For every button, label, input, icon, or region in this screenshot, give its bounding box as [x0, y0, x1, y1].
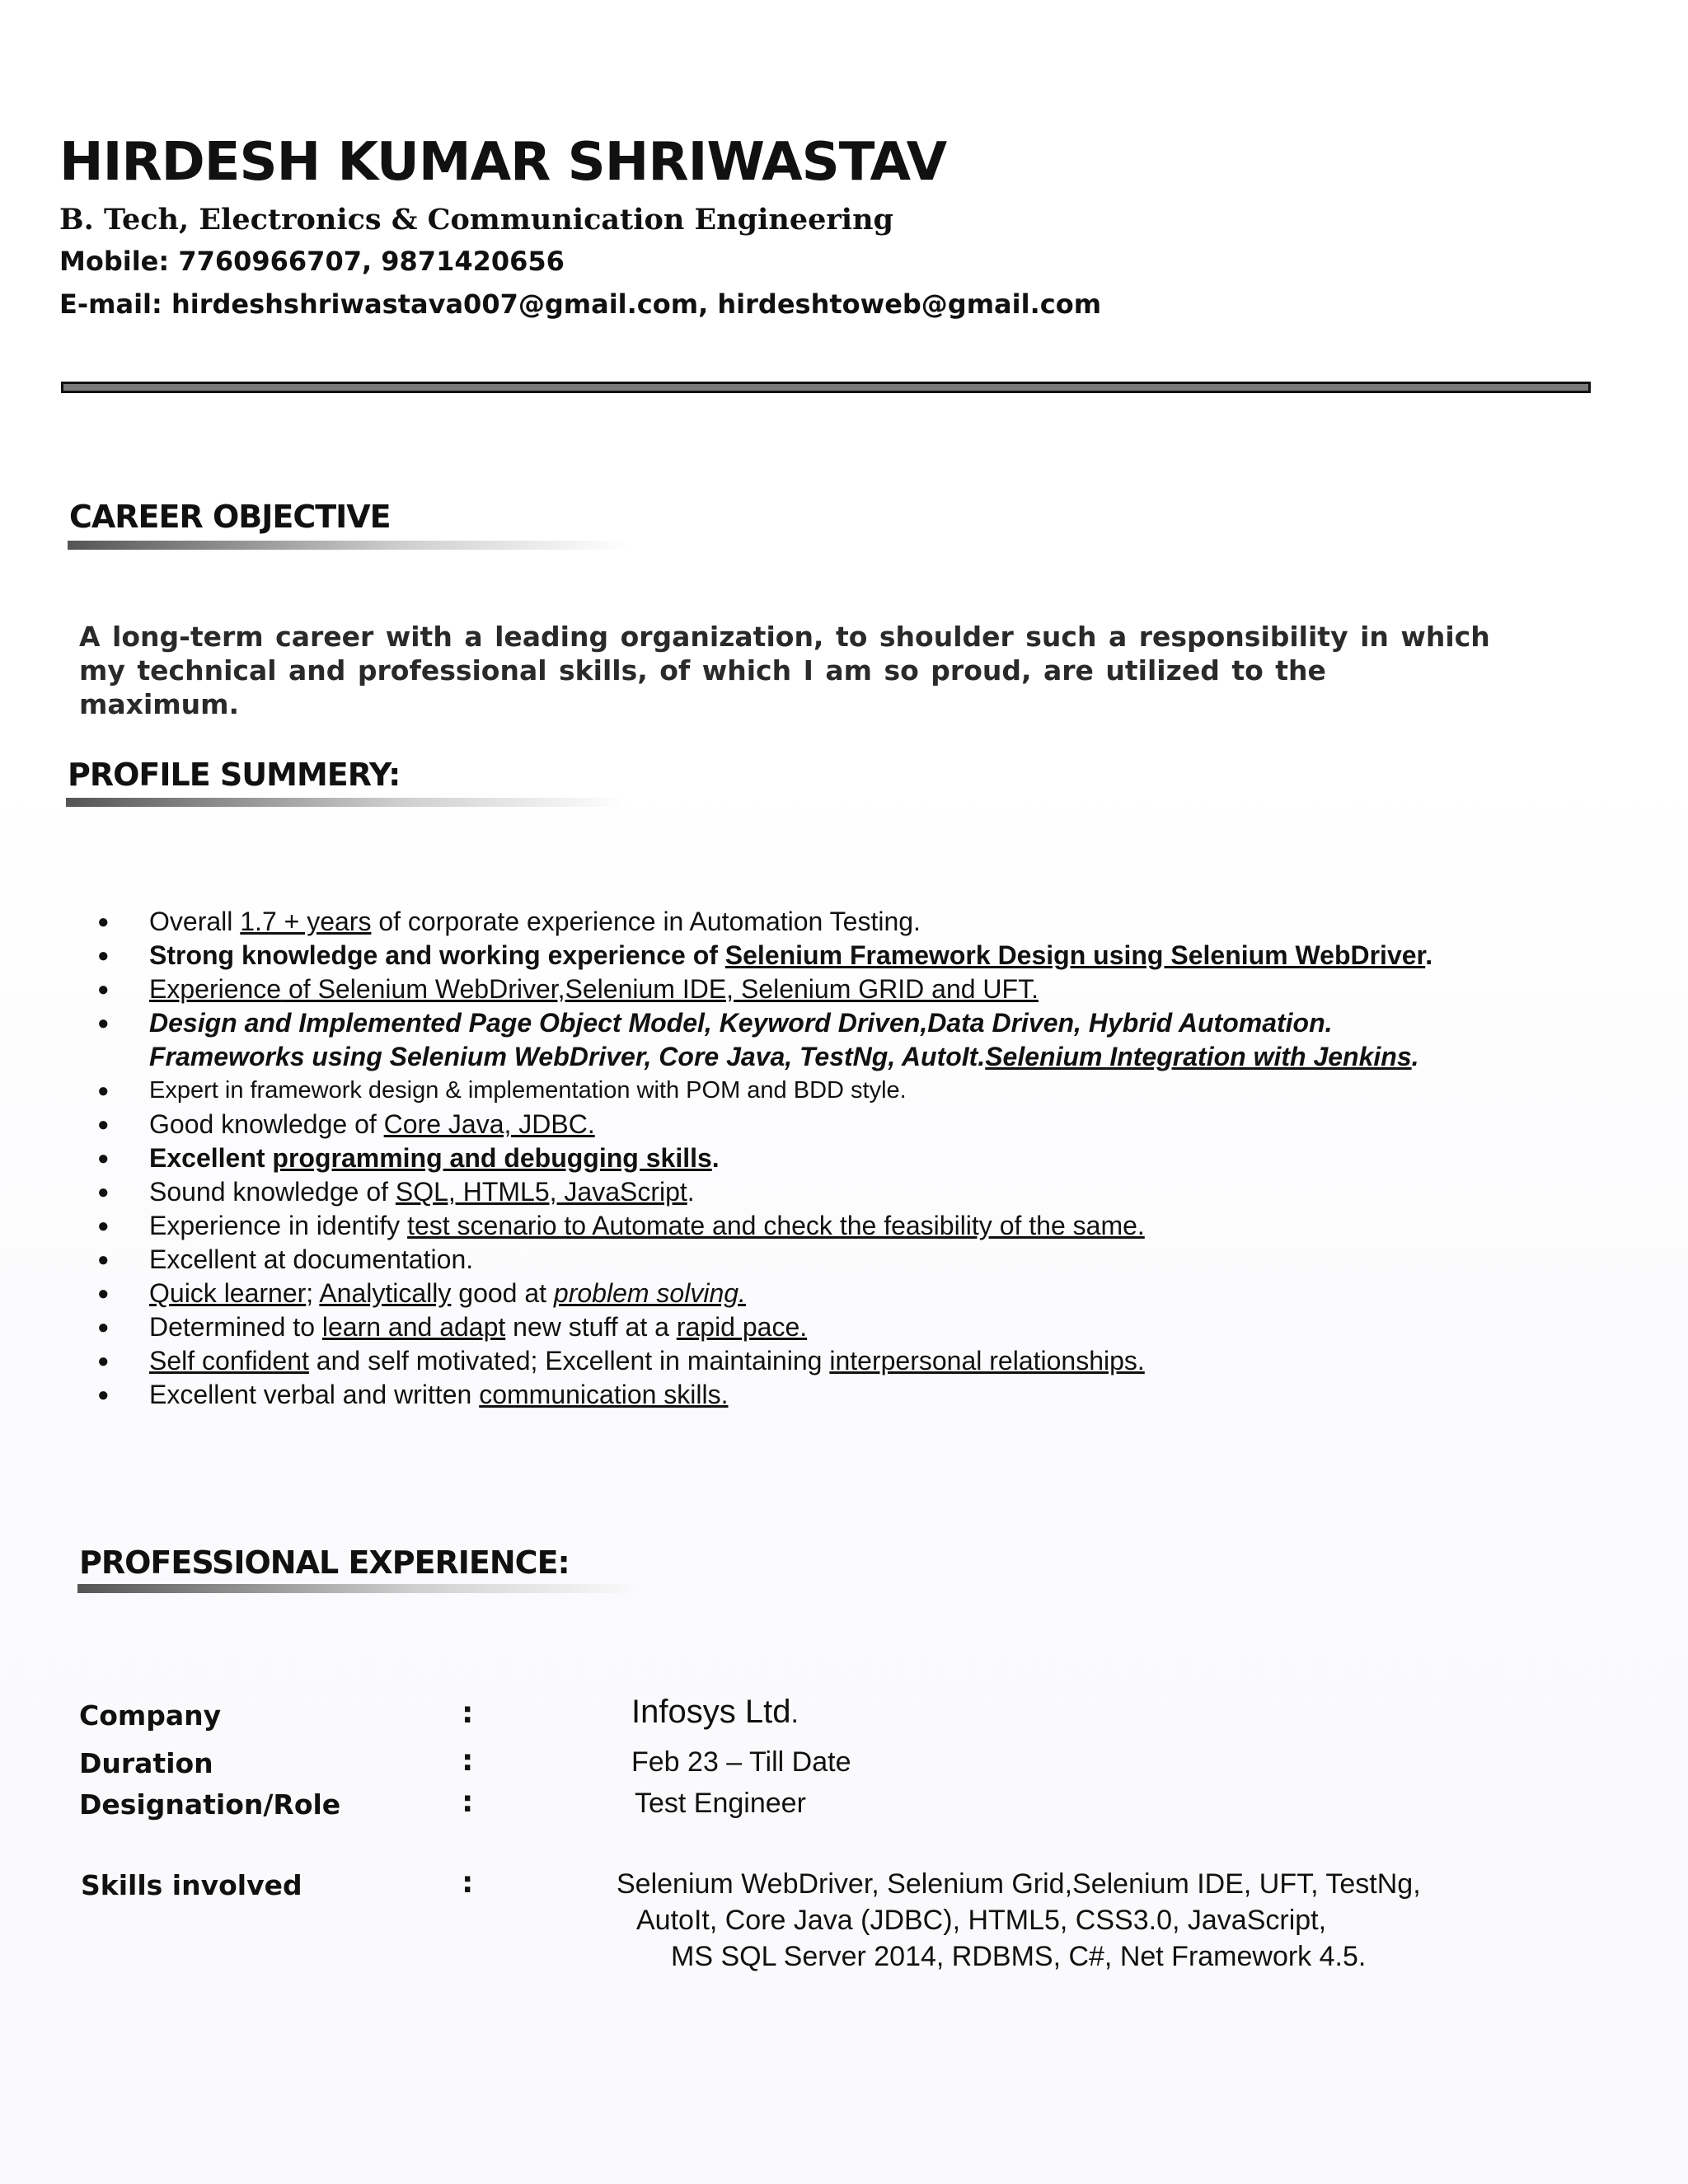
- duration-colon: :: [462, 1744, 474, 1778]
- bullet-icon: ●: [97, 1012, 110, 1034]
- list-item: ● Self confident and self motivated; Excellent in maintaining interpersonal relationships.: [97, 1344, 1449, 1378]
- bullet-icon: ●: [97, 1215, 110, 1237]
- bullet-icon: ●: [97, 1282, 110, 1305]
- profile-summary-title: PROFILE SUMMERY:: [68, 757, 401, 793]
- list-item: ● Good knowledge of Core Java, JDBC.: [97, 1108, 1449, 1141]
- list-item: ● Experience in identify test scenario to Automate and check the feasibility of the same.: [97, 1209, 1449, 1243]
- list-item: ● Excellent at documentation.: [97, 1243, 1449, 1277]
- company-value: Infosys Ltd.: [631, 1694, 799, 1730]
- list-item: ● Sound knowledge of SQL, HTML5, JavaScript.: [97, 1175, 1449, 1209]
- degree: B. Tech, Electronics & Communication Engineering: [59, 203, 894, 237]
- bullet-icon: ●: [97, 911, 110, 933]
- bullet-icon: ●: [97, 1113, 110, 1136]
- bullet-icon: ●: [97, 1350, 110, 1372]
- bullet-icon: ●: [97, 978, 110, 1001]
- skills-line: AutoIt, Core Java (JDBC), HTML5, CSS3.0, JavaScript,: [636, 1905, 1327, 1936]
- bullet-icon: ●: [97, 1147, 110, 1169]
- professional-experience-underline: [77, 1584, 638, 1593]
- role-label: Designation/Role: [79, 1788, 341, 1821]
- skills-label: Skills involved: [81, 1869, 302, 1901]
- career-objective-underline: [68, 541, 628, 550]
- duration-value: Feb 23 – Till Date: [631, 1746, 851, 1778]
- skills-line: MS SQL Server 2014, RDBMS, C#, Net Framework 4.5.: [671, 1941, 1367, 1972]
- role-colon: :: [462, 1785, 474, 1819]
- company-colon: :: [462, 1696, 474, 1730]
- bullet-icon: ●: [97, 1249, 110, 1271]
- list-item: ● Expert in framework design & implementation with POM and BDD style.: [97, 1074, 1449, 1108]
- bullet-icon: ●: [97, 1384, 110, 1406]
- list-item: ● Overall 1.7 + years of corporate experience in Automation Testing.: [97, 905, 1449, 939]
- bullet-icon: ●: [97, 1181, 110, 1203]
- career-objective-title: CAREER OBJECTIVE: [69, 499, 391, 535]
- skills-colon: :: [462, 1866, 474, 1900]
- email-addresses: E-mail: hirdeshshriwastava007@gmail.com, hirdeshtoweb@gmail.com: [59, 288, 1102, 320]
- mobile-numbers: Mobile: 7760966707, 9871420656: [59, 246, 565, 277]
- list-item: ● Determined to learn and adapt new stuff at a rapid pace.: [97, 1310, 1449, 1344]
- list-item: ● Excellent programming and debugging skills.: [97, 1141, 1449, 1175]
- list-item: ● Strong knowledge and working experience of Selenium Framework Design using Selenium WebDriver.: [97, 939, 1449, 972]
- list-item: ● Experience of Selenium WebDriver,Selenium IDE, Selenium GRID and UFT.: [97, 972, 1449, 1006]
- duration-label: Duration: [79, 1747, 213, 1779]
- career-objective-text: A long-term career with a leading organization, to shoulder such a responsibility in which my technical and professional skills, of which I am so proud, are utilized to the maximum.: [79, 621, 1490, 720]
- professional-experience-title: PROFESSIONAL EXPERIENCE:: [79, 1544, 570, 1581]
- profile-summary-list: [97, 905, 1449, 1412]
- company-label: Company: [79, 1699, 222, 1732]
- skills-line: Selenium WebDriver, Selenium Grid,Selenium IDE, UFT, TestNg,: [617, 1868, 1421, 1900]
- candidate-name: HIRDESH KUMAR SHRIWASTAV: [59, 132, 947, 193]
- bullet-icon: ●: [97, 1080, 110, 1102]
- list-item: ● Quick learner; Analytically good at problem solving.: [97, 1277, 1449, 1310]
- bullet-icon: ●: [97, 944, 110, 967]
- list-item: ● Excellent verbal and written communication skills.: [97, 1378, 1449, 1412]
- role-value: Test Engineer: [635, 1788, 806, 1819]
- header-divider: [61, 382, 1591, 393]
- profile-summary-underline: [66, 798, 626, 807]
- bullet-icon: ●: [97, 1316, 110, 1338]
- list-item: ● Design and Implemented Page Object Model, Keyword Driven,Data Driven, Hybrid Automation. Frameworks using Selenium WebDriver, Core Java, TestNg, AutoIt.Selenium Integration with Jenkins.: [97, 1008, 1419, 1071]
